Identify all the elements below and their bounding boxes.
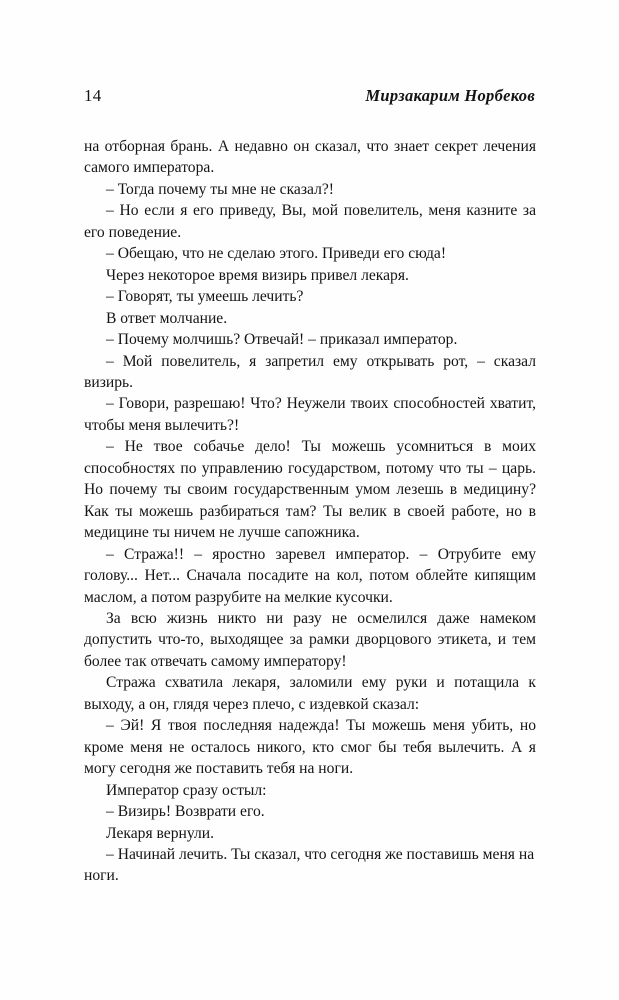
paragraph: – Почему молчишь? Отвечай! – приказал император. [106, 331, 458, 349]
paragraph: В ответ молчание. [106, 309, 228, 327]
paragraph: – Начинай лечить. Ты сказал, что сегодня же поставишь меня на ноги. [84, 845, 535, 885]
paragraph: – Визирь! Возврати его. [106, 803, 265, 821]
paragraph: – Мой повелитель, я запретил ему открывать рот, – сказал визирь. [84, 352, 536, 391]
paragraph: – Говорят, ты умеешь лечить? [106, 288, 304, 306]
page-header [84, 86, 535, 108]
page-body [84, 136, 536, 887]
paragraph: – Эй! Я твоя последняя надежда! Ты можешь меня убить, но кроме меня не осталось никого, кто смог бы тебя вылечить. А я могу сегодня же поставить тебя на ноги. [84, 717, 536, 778]
paragraph: – Стража!! – яростно заревел император. – Отрубите ему голову... Нет... Сначала посадите на кол, потом облейте кипящим маслом, а потом разрубите на мелкие кусочки. [84, 545, 536, 606]
paragraph: – Тогда почему ты мне не сказал?! [106, 180, 334, 198]
paragraph: Император сразу остыл: [106, 781, 267, 799]
paragraph: – Не твое собачье дело! Ты можешь усомниться в моих способностях по управлению государством, потому что ты – царь. Но почему ты своим государственным умом лезешь в медицину? Как ты можешь разбираться там? Ты велик в своей работе, но в медицине ты ничем не лучше сапожника. [84, 438, 536, 542]
paragraph: – Обещаю, что не сделаю этого. Приведи его сюда! [106, 245, 447, 263]
paragraph: – Но если я его приведу, Вы, мой повелитель, меня казните за его поведение. [84, 202, 536, 241]
paragraph: на отборная брань. А недавно он сказал, что знает секрет лечения самого императора. [84, 138, 536, 177]
paragraph: Лекаря вернули. [106, 824, 214, 842]
paragraph: Через некоторое время визирь привел лекаря. [106, 266, 409, 284]
page-number: 14 [84, 86, 102, 105]
paragraph: За всю жизнь никто ни разу не осмелился даже намеком допустить что-то, выходящее за рамки дворцового этикета, и тем более так отвечать самому императору! [84, 609, 536, 670]
paragraph: – Говори, разрешаю! Что? Неужели твоих способностей хватит, чтобы меня вылечить?! [84, 395, 536, 434]
running-title: Мирзакарим Норбеков [365, 86, 535, 105]
paragraph: Стража схватила лекаря, заломили ему руки и потащила к выходу, а он, глядя через плечо, с издевкой сказал: [84, 674, 536, 713]
